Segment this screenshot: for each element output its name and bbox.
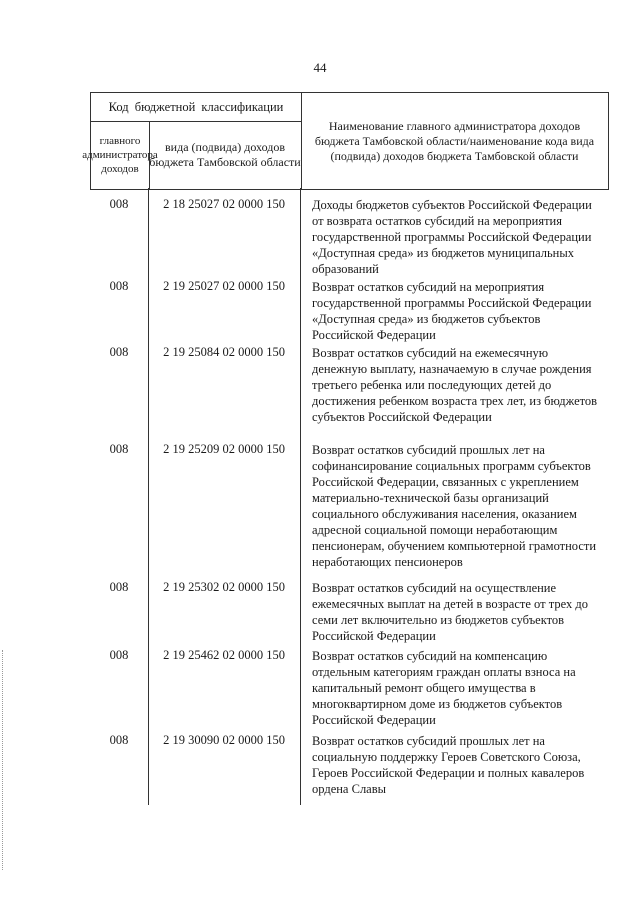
column-divider xyxy=(300,188,301,805)
budget-code: 2 19 30090 02 0000 150 xyxy=(163,733,285,747)
budget-code: 2 19 25302 02 0000 150 xyxy=(163,580,285,594)
row-description: Возврат остатков субсидий на ежемесячную денежную выплату, назначаемую в случае рождения третьего ребенка или последующих детей до достижения ребенком возраста трех лет, из бюджетов субъектов Российской Федерации xyxy=(312,346,598,424)
admin-code: 008 xyxy=(109,345,129,359)
row-description: Возврат остатков субсидий на компенсацию отдельным категориям граждан оплаты взноса на капитальный ремонт общего имущества в многоквартирном доме из бюджетов субъектов Российской Федерации xyxy=(312,649,576,727)
admin-code: 008 xyxy=(109,442,129,456)
header-group-title: Код бюджетной классификации xyxy=(108,99,284,114)
page-number: 44 xyxy=(313,60,327,75)
budget-code: 2 19 25209 02 0000 150 xyxy=(163,442,285,456)
budget-code: 2 18 25027 02 0000 150 xyxy=(163,197,285,211)
admin-code: 008 xyxy=(109,197,129,211)
header-code-column: вида (подвида) доходов бюджета Тамбовской области xyxy=(149,140,301,169)
table-header xyxy=(82,92,609,190)
admin-code: 008 xyxy=(109,648,129,662)
scan-margin-artifact xyxy=(2,650,4,870)
row-description: Доходы бюджетов субъектов Российской Федерации от возврата остатков субсидий на мероприятия государственной программы Российской Федерации «Доступная среда» из бюджетов муниципальных образований xyxy=(312,198,592,276)
row-description: Возврат остатков субсидий на мероприятия государственной программы Российской Федерации «Доступная среда» из бюджетов субъектов Российской Федерации xyxy=(312,280,592,342)
header-name-column: Наименование главного администратора доходов бюджета Тамбовской области/наименование кода вида (подвида) доходов бюджета Тамбовской области xyxy=(314,118,595,163)
budget-code: 2 19 25462 02 0000 150 xyxy=(163,648,285,662)
row-description: Возврат остатков субсидий прошлых лет на софинансирование социальных программ субъектов Российской Федерации, связанных с укреплением материально-технической базы организаций социального обслуживания населения, оказанием адресной социальной помощи неработающим пенсионерам, обучением компьютерной грамотности неработающих пенсионеров xyxy=(312,443,597,569)
budget-code: 2 19 25027 02 0000 150 xyxy=(163,279,285,293)
admin-code: 008 xyxy=(109,733,129,747)
row-description: Возврат остатков субсидий на осуществление ежемесячных выплат на детей в возрасте от трех до семи лет включительно из бюджетов субъектов Российской Федерации xyxy=(312,581,588,643)
admin-code: 008 xyxy=(109,580,129,594)
budget-code: 2 19 25084 02 0000 150 xyxy=(163,345,285,359)
admin-code: 008 xyxy=(109,279,129,293)
row-description: Возврат остатков субсидий прошлых лет на социальную поддержку Героев Советского Союза, Героев Российской Федерации и полных кавалеров ордена Славы xyxy=(312,734,585,796)
header-admin-column: главного администратора доходов xyxy=(82,135,158,175)
